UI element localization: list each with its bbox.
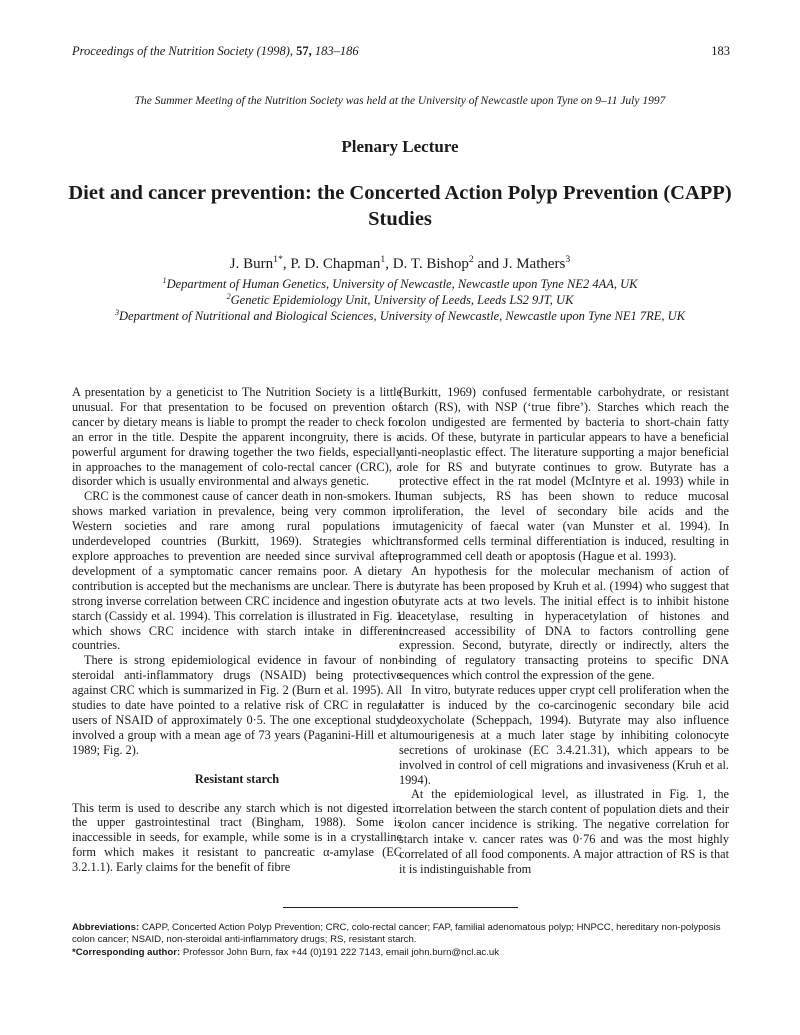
affiliation-number: 2 xyxy=(226,291,231,301)
section-heading: Resistant starch xyxy=(194,771,280,786)
journal-name: Proceedings of the Nutrition Society xyxy=(72,44,254,58)
author-name: P. D. Chapman xyxy=(290,256,381,272)
paragraph: This term is used to describe any starch which is not digested in the upper gastrointestinal tract (Bingham, 1988). Some is inaccessible in seeds, for example, while some is in a crystalline form which makes it resistant to pancreatic α-amylase (EC 3.2.1.1). Early claims for the benefit of fibre xyxy=(72,800,402,875)
author-affil-mark: 1 xyxy=(380,254,386,265)
paragraph: (Burkitt, 1969) confused fermentable carbohydrate, or resistant starch (RS), with NSP (‘true fibre’). Starches which reach the colon undigested are fermented by bacteria to short-chain fatty acids. Of these, butyrate in particular appears to have a beneficial anti-neoplastic effect. The literature supporting a major beneficial role for RS and butyrate continues to grow. Butyrate has a protective effect in the rat model (McIntyre et al. 1993) while in human subjects, RS has been shown to reduce mucosal proliferation, the level of secondary bile acids and the mutagenicity of faecal water (van Munster et al. 1994). In transformed cells terminal differentiation is induced, resulting in programmed cell death or apoptosis (Hague et al. 1993). xyxy=(399,385,729,563)
paragraph: An hypothesis for the molecular mechanism of action of butyrate has been proposed by Kruh et al. (1994) who suggest that butyrate acts at two levels. The initial effect is to inhibit histone deacetylase, resulting in hyperacetylation of histones and increased accessibility of DNA to factors controlling gene expression. Second, butyrate, directly or indirectly, alters the binding of regulatory transacting proteins to specific DNA sequences which control the expression of the gene. xyxy=(399,563,729,683)
paragraph: A presentation by a geneticist to The Nutrition Society is a little unusual. For that presentation to be focused on prevention of cancer by dietary means is liable to prompt the reader to check for an error in the title. Despite the apparent incongruity, there is a powerful argument for drawing together the two fields, especially in approaches to the management of colo-rectal cancer (CRC), a disorder which is usually environmental and always genetic. xyxy=(72,385,402,489)
author-separator: and xyxy=(473,256,503,272)
running-header xyxy=(72,44,359,59)
footnote-abbreviations xyxy=(72,922,728,946)
affiliation-text: Department of Nutritional and Biological Sciences, University of Newcastle, Newcastle upon Tyne NE1 7RE, UK xyxy=(119,309,686,323)
paragraph: At the epidemiological level, as illustrated in Fig. 1, the correlation between the starch content of population diets and their colon cancer incidence is striking. The negative correlation for starch intake v. cancer rates was 0·76 and was the most highly correlated of all food components. A major attraction of RS is that it is indistinguishable from xyxy=(399,787,729,876)
author-separator: , xyxy=(385,256,393,272)
paragraph: CRC is the commonest cause of cancer death in non-smokers. It shows marked variation in prevalence, being very common in Western societies and rare among rural populations in underdeveloped countries (Burkitt, 1969). Strategies which explore approaches to prevention are needed since survival after development of a symptomatic cancer remains poor. A dietary contribution is accepted but the mechanisms are unclear. There is a strong inverse correlation between CRC incidence and ingestion of starch (Cassidy et al. 1994). This correlation is illustrated in Fig. 1 which shows CRC incidence with starch intake in different countries. xyxy=(72,489,402,653)
affiliation-number: 3 xyxy=(114,307,120,317)
footnote-text: CAPP, Concerted Action Polyp Prevention; CRC, colo-rectal cancer; FAP, familial adenomatous polyp; HNPCC, hereditary non-polyposis colon cancer; NSAID, non-steroidal anti-inflammatory drugs; RS, resistant starch. xyxy=(72,922,721,945)
body-column-right xyxy=(399,385,729,877)
author-affil-mark: 1* xyxy=(273,254,283,265)
paragraph: In vitro, butyrate reduces upper crypt cell proliferation when the latter is induced by the co-carcinogenic secondary bile acid deoxycholate (Scheppach, 1994). Butyrate may also influence tumourigenesis at a much later stage by inhibiting colonocyte secretions of urokinase (EC 3.4.21.31), which appears to be involved in control of cell migrations and invasiveness (Kruh et al. 1994). xyxy=(399,683,729,787)
affiliation xyxy=(0,277,800,292)
footnote-corresponding-author xyxy=(72,947,728,959)
author-name: J. Burn xyxy=(229,256,274,272)
journal-volume: 57, xyxy=(296,44,312,58)
author-name: J. Mathers xyxy=(502,256,566,272)
affiliation-text: Genetic Epidemiology Unit, University of Leeds, Leeds LS2 9JT, UK xyxy=(230,293,574,307)
footnote-label: *Corresponding author: xyxy=(72,947,181,958)
footnote-label: Abbreviations: xyxy=(72,922,140,933)
section-label: Plenary Lecture xyxy=(341,137,459,156)
author-affil-mark: 3 xyxy=(565,254,571,265)
footnote-rule xyxy=(283,907,518,908)
journal-pages: 183–186 xyxy=(314,44,359,58)
author-separator: , xyxy=(282,256,291,272)
author-list xyxy=(0,256,800,273)
affiliation xyxy=(0,293,800,308)
meeting-note: The Summer Meeting of the Nutrition Society was held at the University of Newcastle upon Tyne on 9–11 July 1997 xyxy=(134,95,666,107)
journal-year: (1998), xyxy=(256,44,294,58)
author-affil-mark: 2 xyxy=(468,254,474,265)
page-number: 183 xyxy=(711,44,730,58)
footnote-text: Professor John Burn, fax +44 (0)191 222 7143, email john.burn@ncl.ac.uk xyxy=(182,947,500,958)
paragraph: There is strong epidemiological evidence in favour of non-steroidal anti-inflammatory drugs (NSAID) being protective against CRC which is summarized in Fig. 2 (Burn et al. 1995). All studies to date have pointed to a relative risk of CRC in regular users of NSAID of approximately 0·5. The one exceptional study involved a group with a mean age of 73 years (Paganini-Hill et al. 1989; Fig. 2). xyxy=(72,653,402,757)
affiliation-number: 1 xyxy=(162,275,167,285)
affiliation-text: Department of Human Genetics, University of Newcastle, Newcastle upon Tyne NE2 4AA, UK xyxy=(166,277,638,291)
author-name: D. T. Bishop xyxy=(392,256,469,272)
affiliation xyxy=(0,309,800,324)
article-title: Diet and cancer prevention: the Concerted Action Polyp Prevention (CAPP) Studies xyxy=(68,182,732,230)
body-column-left xyxy=(72,385,402,875)
